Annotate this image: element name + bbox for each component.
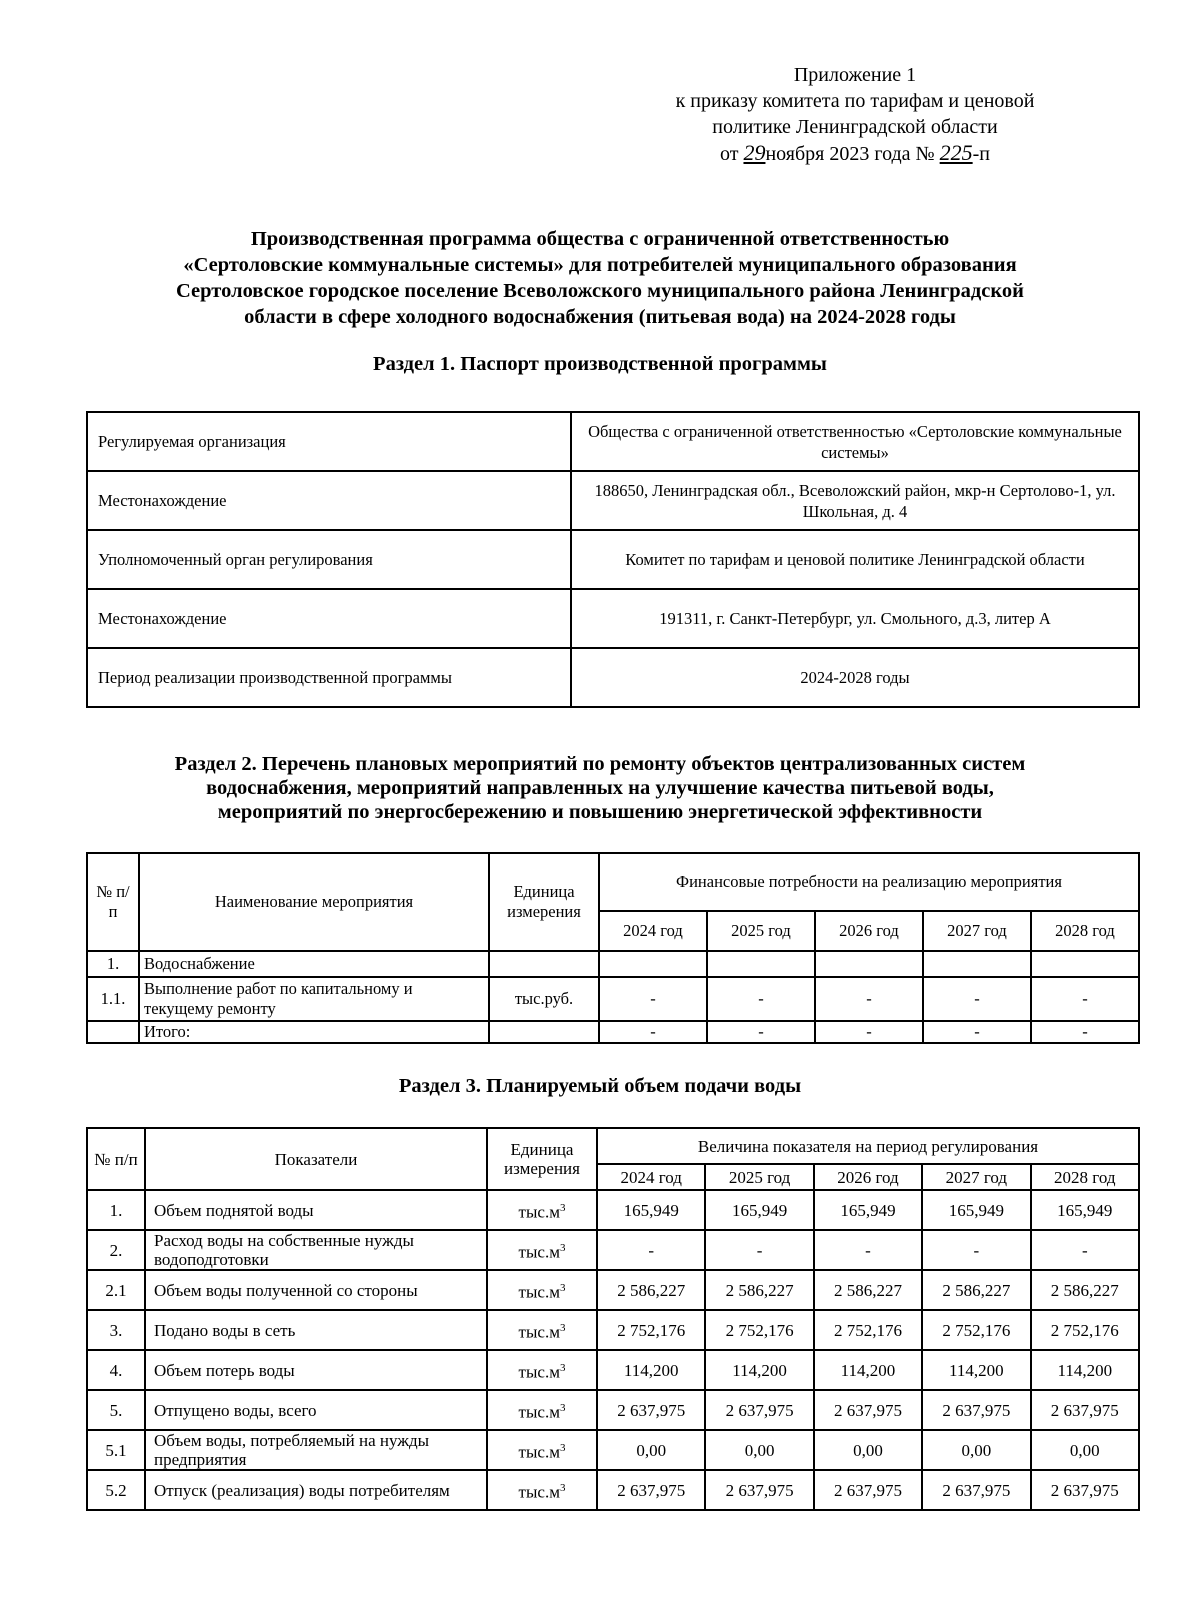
row-value: 2 586,227 bbox=[922, 1270, 1030, 1310]
unit-base: тыс.м bbox=[518, 1282, 560, 1302]
title-line-3: Сертоловское городское поселение Всеволожского муниципального района Ленинградской bbox=[176, 280, 1024, 302]
passport-row bbox=[87, 530, 1139, 589]
row-num: 5.2 bbox=[87, 1470, 145, 1510]
header-year: 2028 год bbox=[1031, 911, 1139, 951]
row-value: 2 637,975 bbox=[597, 1470, 705, 1510]
row-value: 2 586,227 bbox=[597, 1270, 705, 1310]
table-row bbox=[87, 1470, 1139, 1510]
table-row bbox=[87, 1230, 1139, 1270]
unit-base: тыс.м bbox=[518, 1442, 560, 1462]
header-name: Наименование мероприятия bbox=[139, 853, 489, 951]
handwritten-number: 225 bbox=[939, 140, 973, 165]
row-num: 2. bbox=[87, 1230, 145, 1270]
row-num: 1.1. bbox=[87, 977, 139, 1021]
row-value: 2 637,975 bbox=[814, 1470, 922, 1510]
row-value: 0,00 bbox=[705, 1430, 813, 1470]
header-year: 2024 год bbox=[599, 911, 707, 951]
row-unit: тыс.руб. bbox=[489, 977, 599, 1021]
table-row bbox=[87, 1350, 1139, 1390]
header-name: Показатели bbox=[145, 1128, 487, 1190]
row-num: 2.1 bbox=[87, 1270, 145, 1310]
row-value: 2 586,227 bbox=[814, 1270, 922, 1310]
row-name: Расход воды на собственные нужды водоподготовки bbox=[145, 1230, 487, 1270]
row-value: 165,949 bbox=[597, 1190, 705, 1230]
date-prefix: от bbox=[719, 143, 739, 165]
passport-row bbox=[87, 589, 1139, 648]
row-unit bbox=[487, 1350, 597, 1390]
row-value: 2 752,176 bbox=[705, 1310, 813, 1350]
section1-title: Раздел 1. Паспорт производственной программы bbox=[373, 353, 827, 375]
unit-base: тыс.м bbox=[518, 1482, 560, 1502]
empty-cell bbox=[489, 951, 599, 977]
row-value: - bbox=[923, 977, 1031, 1021]
row-value: - bbox=[599, 977, 707, 1021]
row-name: Водоснабжение bbox=[139, 951, 489, 977]
row-value: 165,949 bbox=[814, 1190, 922, 1230]
unit-exponent: 3 bbox=[559, 1321, 566, 1334]
row-value: 2 637,975 bbox=[922, 1390, 1030, 1430]
total-value: - bbox=[599, 1021, 707, 1043]
row-value: 2 637,975 bbox=[597, 1390, 705, 1430]
unit-exponent: 3 bbox=[559, 1201, 566, 1214]
passport-row bbox=[87, 412, 1139, 471]
row-name: Выполнение работ по капитальному и текущему ремонту bbox=[139, 977, 489, 1021]
number-suffix: -п bbox=[972, 143, 991, 165]
unit-exponent: 3 bbox=[559, 1281, 566, 1294]
row-value: 2 637,975 bbox=[705, 1470, 813, 1510]
unit-exponent: 3 bbox=[559, 1441, 566, 1454]
title-line-4: области в сфере холодного водоснабжения (питьевая вода) на 2024-2028 годы bbox=[244, 306, 956, 328]
row-unit bbox=[487, 1230, 597, 1270]
row-num: 5. bbox=[87, 1390, 145, 1430]
unit-exponent: 3 bbox=[559, 1361, 566, 1374]
total-label: Итого: bbox=[139, 1021, 489, 1043]
passport-label: Местонахождение bbox=[87, 471, 571, 530]
row-num: 1. bbox=[87, 951, 139, 977]
header-year: 2026 год bbox=[815, 911, 923, 951]
table-header-row bbox=[87, 1128, 1139, 1164]
empty-cell bbox=[87, 1021, 139, 1043]
row-value: 2 752,176 bbox=[814, 1310, 922, 1350]
unit-exponent: 3 bbox=[559, 1481, 566, 1494]
row-name: Отпуск (реализация) воды потребителям bbox=[145, 1470, 487, 1510]
empty-cell bbox=[707, 951, 815, 977]
row-value: - bbox=[922, 1230, 1030, 1270]
header-finance: Финансовые потребности на реализацию мероприятия bbox=[599, 853, 1139, 911]
row-value: 2 752,176 bbox=[1031, 1310, 1139, 1350]
total-value: - bbox=[815, 1021, 923, 1043]
row-value: 2 637,975 bbox=[705, 1390, 813, 1430]
table-row bbox=[87, 1270, 1139, 1310]
row-unit bbox=[487, 1190, 597, 1230]
unit-base: тыс.м bbox=[518, 1322, 560, 1342]
row-value: - bbox=[1031, 1230, 1139, 1270]
row-num: 3. bbox=[87, 1310, 145, 1350]
table-row bbox=[87, 1390, 1139, 1430]
row-value: 2 637,975 bbox=[1031, 1390, 1139, 1430]
handwritten-day: 29 bbox=[743, 140, 766, 165]
passport-value: 191311, г. Санкт-Петербург, ул. Смольного, д.3, литер А bbox=[571, 589, 1139, 648]
water-supply-table bbox=[86, 1127, 1140, 1511]
row-unit bbox=[487, 1310, 597, 1350]
title-line-1: Производственная программа общества с ограниченной ответственностью bbox=[250, 228, 950, 250]
row-name: Отпущено воды, всего bbox=[145, 1390, 487, 1430]
row-unit bbox=[487, 1470, 597, 1510]
row-unit bbox=[487, 1430, 597, 1470]
passport-label: Период реализации производственной программы bbox=[87, 648, 571, 707]
row-name: Подано воды в сеть bbox=[145, 1310, 487, 1350]
total-value: - bbox=[923, 1021, 1031, 1043]
header-num: № п/п bbox=[87, 1128, 145, 1190]
row-num: 1. bbox=[87, 1190, 145, 1230]
activities-table bbox=[86, 852, 1140, 1044]
row-value: 2 752,176 bbox=[922, 1310, 1030, 1350]
row-value: 114,200 bbox=[705, 1350, 813, 1390]
passport-table bbox=[86, 411, 1140, 708]
row-value: 165,949 bbox=[705, 1190, 813, 1230]
unit-exponent: 3 bbox=[559, 1241, 566, 1254]
unit-base: тыс.м bbox=[518, 1362, 560, 1382]
header-year: 2025 год bbox=[707, 911, 815, 951]
table-row-group bbox=[87, 951, 1139, 977]
passport-value: 188650, Ленинградская обл., Всеволожский район, мкр-н Сертолово-1, ул. Школьная, д. 4 bbox=[571, 471, 1139, 530]
header-year: 2027 год bbox=[922, 1164, 1030, 1190]
row-value: 0,00 bbox=[814, 1430, 922, 1470]
section3-title: Раздел 3. Планируемый объем подачи воды bbox=[398, 1075, 802, 1097]
header-year: 2024 год bbox=[597, 1164, 705, 1190]
section2-title-line-2: водоснабжения, мероприятий направленных на улучшение качества питьевой воды, bbox=[206, 777, 994, 799]
table-header-row bbox=[87, 853, 1139, 911]
row-value: - bbox=[707, 977, 815, 1021]
row-value: 2 586,227 bbox=[705, 1270, 813, 1310]
total-value: - bbox=[1031, 1021, 1139, 1043]
title-line-2: «Сертоловские коммунальные системы» для потребителей муниципального образования bbox=[183, 254, 1017, 276]
row-value: - bbox=[1031, 977, 1139, 1021]
row-num: 5.1 bbox=[87, 1430, 145, 1470]
section2-title-line-1: Раздел 2. Перечень плановых мероприятий по ремонту объектов централизованных систем bbox=[174, 753, 1026, 775]
empty-cell bbox=[1031, 951, 1139, 977]
water-supply-body bbox=[87, 1190, 1139, 1510]
row-name: Объем поднятой воды bbox=[145, 1190, 487, 1230]
header-period: Величина показателя на период регулирования bbox=[597, 1128, 1139, 1164]
row-value: 2 637,975 bbox=[1031, 1470, 1139, 1510]
passport-value: Комитет по тарифам и ценовой политике Ленинградской области bbox=[571, 530, 1139, 589]
unit-base: тыс.м bbox=[518, 1402, 560, 1422]
header-num: № п/п bbox=[87, 853, 139, 951]
passport-value: Общества с ограниченной ответственностью «Сертоловские коммунальные системы» bbox=[571, 412, 1139, 471]
row-name: Объем потерь воды bbox=[145, 1350, 487, 1390]
passport-value: 2024-2028 годы bbox=[571, 648, 1139, 707]
passport-label: Местонахождение bbox=[87, 589, 571, 648]
header-year: 2028 год bbox=[1031, 1164, 1139, 1190]
row-value: 165,949 bbox=[922, 1190, 1030, 1230]
document-title bbox=[100, 226, 1100, 330]
date-middle: ноября 2023 года № bbox=[765, 143, 935, 165]
empty-cell bbox=[489, 1021, 599, 1043]
total-value: - bbox=[707, 1021, 815, 1043]
header-year: 2027 год bbox=[923, 911, 1031, 951]
empty-cell bbox=[923, 951, 1031, 977]
table-row bbox=[87, 1430, 1139, 1470]
header-unit: Единица измерения bbox=[489, 853, 599, 951]
row-value: - bbox=[705, 1230, 813, 1270]
unit-base: тыс.м bbox=[518, 1202, 560, 1222]
row-value: 114,200 bbox=[597, 1350, 705, 1390]
appendix-line-3: политике Ленинградской области bbox=[712, 116, 998, 138]
row-value: 114,200 bbox=[1031, 1350, 1139, 1390]
row-unit bbox=[487, 1270, 597, 1310]
passport-row bbox=[87, 471, 1139, 530]
passport-label: Регулируемая организация bbox=[87, 412, 571, 471]
row-value: 114,200 bbox=[814, 1350, 922, 1390]
row-value: - bbox=[597, 1230, 705, 1270]
row-value: 2 637,975 bbox=[922, 1470, 1030, 1510]
row-value: 2 586,227 bbox=[1031, 1270, 1139, 1310]
section2-title bbox=[90, 752, 1110, 824]
row-value: 2 637,975 bbox=[814, 1390, 922, 1430]
appendix-date-line bbox=[630, 140, 1080, 167]
table-row bbox=[87, 1190, 1139, 1230]
row-value: - bbox=[815, 977, 923, 1021]
row-num: 4. bbox=[87, 1350, 145, 1390]
row-name: Объем воды полученной со стороны bbox=[145, 1270, 487, 1310]
empty-cell bbox=[599, 951, 707, 977]
row-value: - bbox=[814, 1230, 922, 1270]
row-value: 0,00 bbox=[597, 1430, 705, 1470]
row-unit bbox=[487, 1390, 597, 1430]
header-year: 2025 год bbox=[705, 1164, 813, 1190]
unit-exponent: 3 bbox=[559, 1401, 566, 1414]
row-name: Объем воды, потребляемый на нужды предприятия bbox=[145, 1430, 487, 1470]
unit-base: тыс.м bbox=[518, 1242, 560, 1262]
passport-label: Уполномоченный орган регулирования bbox=[87, 530, 571, 589]
table-row-total bbox=[87, 1021, 1139, 1043]
row-value: 0,00 bbox=[1031, 1430, 1139, 1470]
row-value: 165,949 bbox=[1031, 1190, 1139, 1230]
row-value: 2 752,176 bbox=[597, 1310, 705, 1350]
table-row bbox=[87, 977, 1139, 1021]
header-unit: Единица измерения bbox=[487, 1128, 597, 1190]
table-row bbox=[87, 1310, 1139, 1350]
appendix-line-1: Приложение 1 bbox=[793, 64, 917, 86]
row-value: 114,200 bbox=[922, 1350, 1030, 1390]
appendix-header bbox=[630, 62, 1080, 167]
passport-row bbox=[87, 648, 1139, 707]
header-year: 2026 год bbox=[814, 1164, 922, 1190]
appendix-line-2: к приказу комитета по тарифам и ценовой bbox=[675, 90, 1035, 112]
section2-title-line-3: мероприятий по энергосбережению и повышению энергетической эффективности bbox=[217, 801, 983, 823]
empty-cell bbox=[815, 951, 923, 977]
row-value: 0,00 bbox=[922, 1430, 1030, 1470]
